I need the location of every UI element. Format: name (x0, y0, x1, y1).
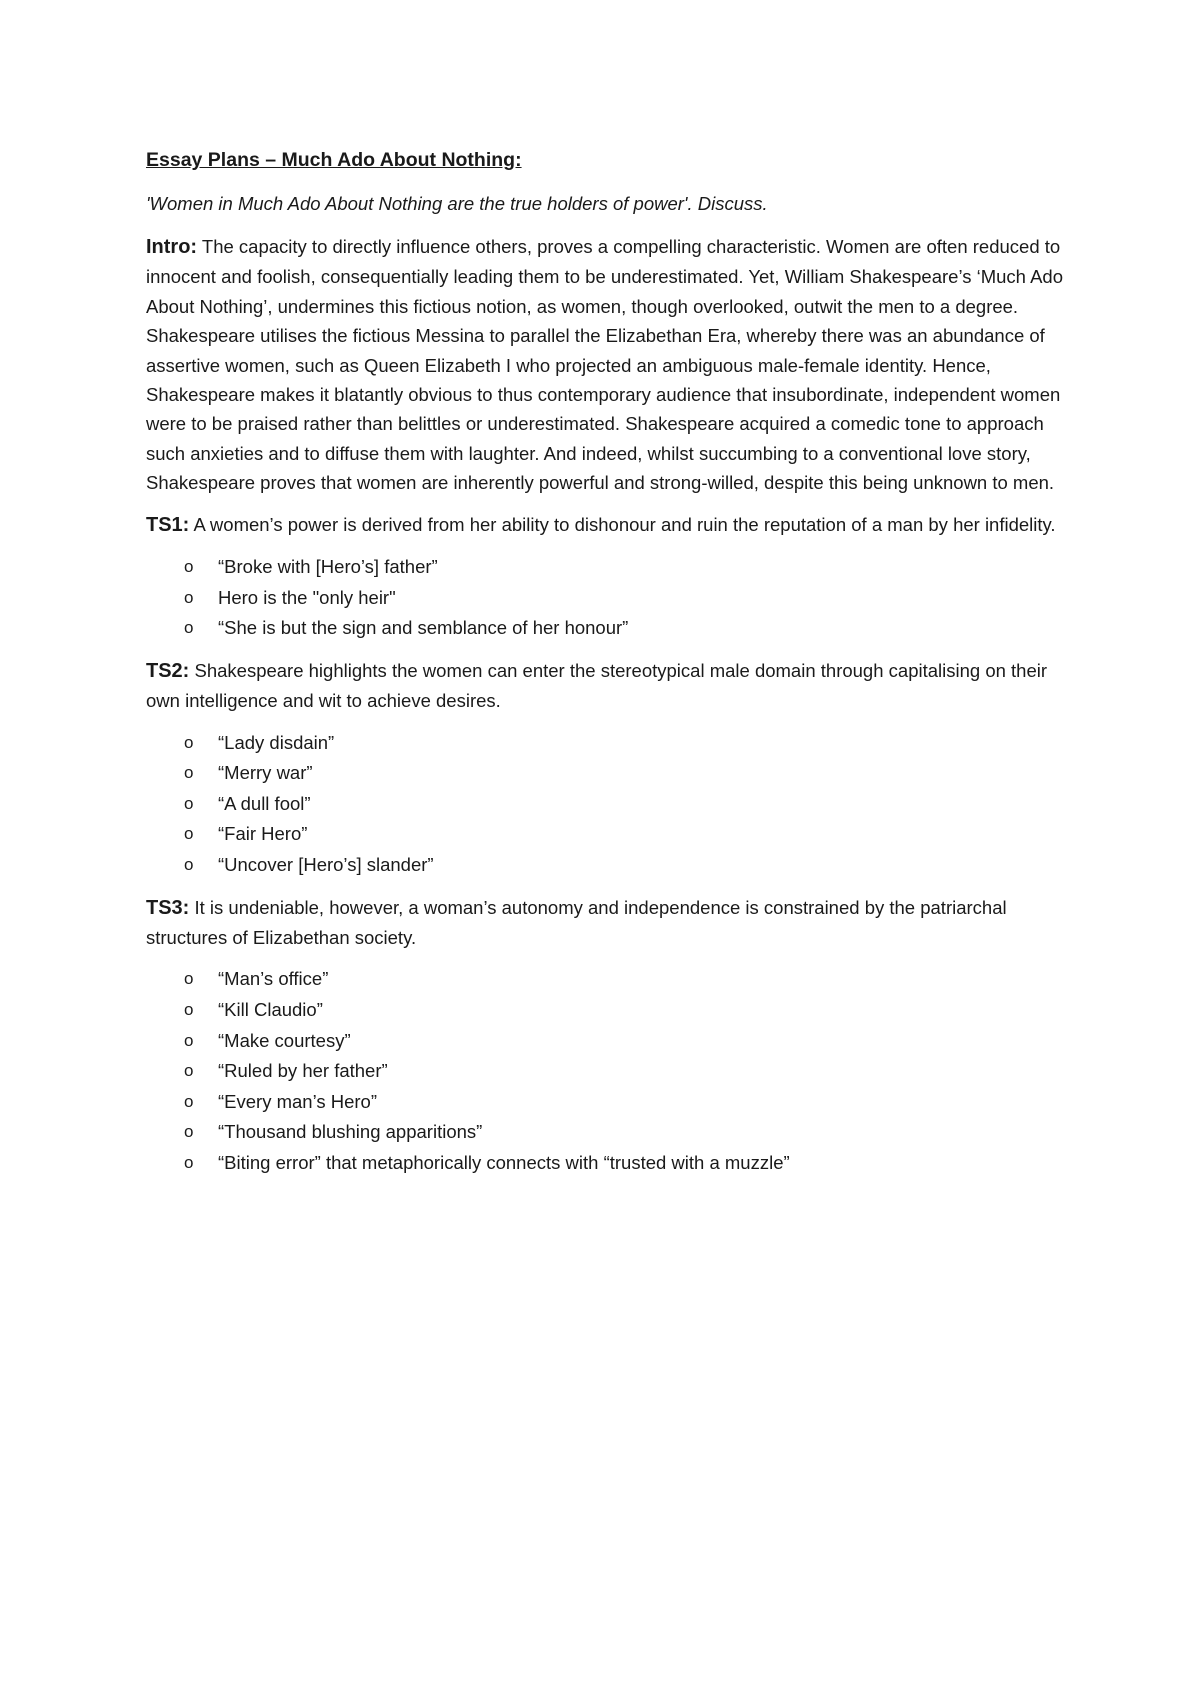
topic-text: Shakespeare highlights the women can enter the stereotypical male domain through capitalising on their own intelligence and wit to achieve desires. (146, 659, 1048, 712)
bullet-icon: o (184, 824, 194, 844)
bullet-icon: o (184, 732, 194, 752)
quote-list-2 (146, 728, 1066, 881)
bullet-icon: o (184, 1030, 194, 1050)
list-item (146, 964, 1066, 995)
list-item (146, 758, 1066, 789)
list-item (146, 1117, 1066, 1148)
list-item (146, 1026, 1066, 1057)
list-item (146, 995, 1066, 1026)
bullet-icon: o (184, 1153, 194, 1172)
quote-list-1 (146, 552, 1066, 644)
bullet-icon: o (184, 969, 194, 989)
quote-text: “Lady disdain” (218, 731, 335, 753)
quote-text: “She is but the sign and semblance of her honour” (218, 617, 629, 639)
topic-label: TS2: (146, 659, 190, 682)
list-item (146, 552, 1066, 583)
list-item (146, 789, 1066, 820)
quote-text: “Uncover [Hero’s] slander” (218, 854, 434, 876)
document-title: Essay Plans – Much Ado About Nothing: (146, 149, 522, 171)
list-item (146, 1087, 1066, 1118)
quote-text: “Fair Hero” (218, 823, 308, 845)
list-item (146, 819, 1066, 850)
quote-text: “Merry war” (218, 762, 313, 784)
list-item (146, 728, 1066, 759)
list-item (146, 1148, 1066, 1179)
bullet-icon: o (184, 618, 194, 638)
list-item (146, 613, 1066, 644)
list-item (146, 850, 1066, 881)
bullet-icon: o (184, 1122, 194, 1142)
topic-label: TS1: (146, 513, 190, 536)
bullet-icon: o (184, 1000, 194, 1020)
topic-sentence-2 (146, 656, 1066, 716)
quote-text: “Man’s office” (218, 968, 329, 990)
topic-label: TS3: (146, 896, 190, 919)
topic-sentence-3 (146, 893, 1066, 953)
quote-text: “Biting error” that metaphorically connects with “trusted with a muzzle” (218, 1152, 790, 1173)
quote-list-3 (146, 964, 1066, 1178)
bullet-icon: o (184, 793, 194, 813)
quote-text: “Thousand blushing apparitions” (218, 1121, 483, 1143)
list-item (146, 1056, 1066, 1087)
bullet-icon: o (184, 1091, 194, 1111)
quote-text: “Kill Claudio” (218, 999, 323, 1021)
quote-text: “Make courtesy” (218, 1029, 351, 1051)
quote-text: “Ruled by her father” (218, 1060, 388, 1082)
intro-text: The capacity to directly influence others, proves a compelling characteristic. Women are often reduced to innocent and foolish, consequentially leading them to be underestimated. Yet, William Shakespeare’s ‘Much Ado About Nothing’, undermines this fictious notion, as women, though overlooked, outwit the men to a degree. Shakespeare utilises the fictious Messina to parallel the Elizabethan Era, whereby there was an abundance of assertive women, such as Queen Elizabeth I who projected an ambiguous male-female identity. Hence, Shakespeare makes it blatantly obvious to thus contemporary audience that insubordinate, independent women were to be praised rather than belittles or underestimated. Shakespeare acquired a comedic tone to approach such anxieties and to diffuse them with laughter. And indeed, whilst succumbing to a conventional love story, Shakespeare proves that women are inherently powerful and strong-willed, despite this being unknown to men. (146, 236, 1064, 494)
quote-text: “Broke with [Hero’s] father” (218, 556, 438, 578)
quote-text: Hero is the "only heir" (218, 586, 396, 608)
bullet-icon: o (184, 855, 194, 875)
essay-prompt: 'Women in Much Ado About Nothing are the true holders of power'. Discuss. (146, 193, 768, 214)
intro-paragraph (146, 232, 1066, 498)
quote-text: “Every man’s Hero” (218, 1090, 378, 1112)
quote-text: “A dull fool” (218, 792, 311, 814)
document-page (146, 146, 1066, 1191)
topic-text: A women’s power is derived from her ability to dishonour and ruin the reputation of a man by her infidelity. (189, 513, 1056, 535)
topic-sentence-1 (146, 510, 1066, 540)
bullet-icon: o (184, 587, 194, 607)
topic-text: It is undeniable, however, a woman’s autonomy and independence is constrained by the patriarchal structures of Elizabethan society. (146, 896, 1007, 949)
bullet-icon: o (184, 1061, 194, 1081)
bullet-icon: o (184, 557, 194, 577)
intro-label: Intro: (146, 236, 198, 258)
list-item (146, 583, 1066, 614)
bullet-icon: o (184, 763, 194, 783)
